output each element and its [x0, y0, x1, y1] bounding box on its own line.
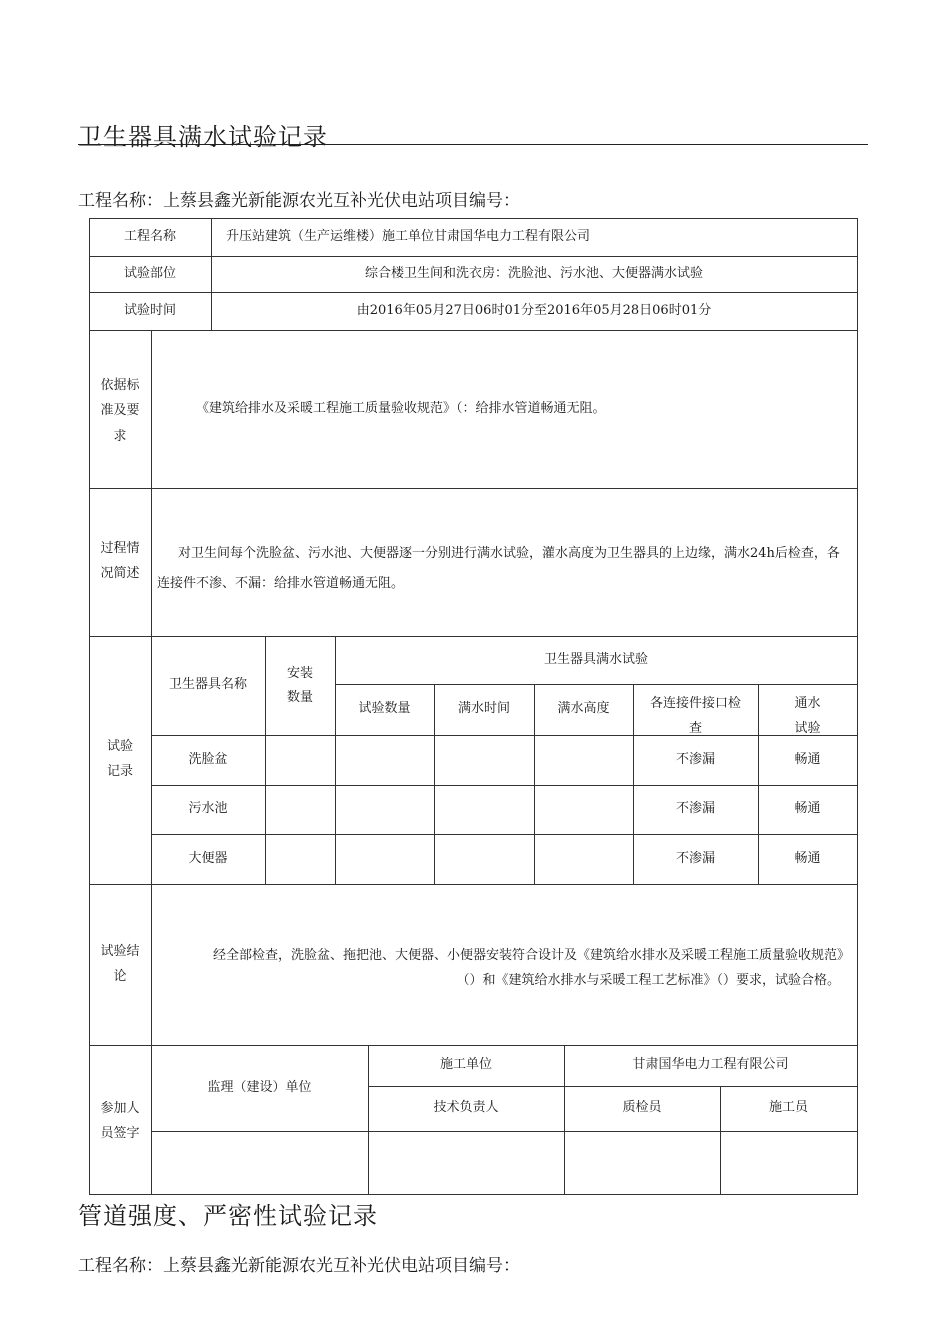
label-basis [89, 330, 151, 488]
header-test-qty: 试验数量 [358, 701, 411, 717]
label-record-line1: 试验 [106, 739, 133, 755]
table-row-pass: 畅通 [794, 751, 821, 767]
table-row-check: 不渗漏 [675, 801, 715, 817]
conclusion-line1: 经全部检查，洗脸盆、拖把池、大便器、小便器安装符合设计及《建筑给水排水及采暖工程施工质量验收规范》 [212, 948, 850, 963]
header-install-qty-line2: 数量 [286, 689, 313, 705]
label-basis-line1: 依据标 [100, 377, 140, 393]
project-name-line-2: 工程名称：上蔡县鑫光新能源农光互补光伏电站项目编号： [78, 1256, 520, 1276]
header-joint-check-line2: 查 [688, 720, 702, 736]
header-joint-check-line1: 各连接件接口检 [649, 696, 741, 711]
value-construction-company: 甘肃国华电力工程有限公司 [632, 1057, 789, 1073]
header-water-test-line2: 试验 [794, 720, 821, 736]
project-name-line: 工程名称：上蔡县鑫光新能源农光互补光伏电站项目编号： [78, 191, 520, 211]
label-basis-line2: 准及要 [100, 403, 140, 419]
page-title: 卫生器具满水试验记录 [78, 123, 328, 151]
label-test-time: 试验时间 [123, 302, 176, 318]
header-install-qty-line1: 安装 [286, 666, 313, 682]
label-test-location: 试验部位 [123, 265, 176, 281]
table-row-pass: 畅通 [794, 850, 821, 866]
table-row-name: 洗脸盆 [188, 751, 228, 767]
label-process-line2: 况简述 [100, 566, 140, 581]
label-participants [89, 1045, 151, 1194]
section-title-pipe-test: 管道强度、严密性试验记录 [78, 1202, 378, 1230]
label-conclusion [89, 884, 151, 1045]
table-row-name: 污水池 [188, 801, 228, 817]
header-worker: 施工员 [768, 1100, 808, 1116]
header-inspector: 质检员 [622, 1100, 662, 1116]
table-row-name: 大便器 [188, 850, 228, 866]
value-project-name: 升压站建筑（生产运维楼）施工单位甘肃国华电力工程有限公司 [226, 228, 591, 244]
label-process-line1: 过程情 [100, 541, 140, 557]
header-fill-height: 满水高度 [557, 701, 610, 717]
label-record [89, 636, 151, 884]
header-supervisor: 监理（建设）单位 [207, 1079, 312, 1095]
conclusion-line2: （）和《建筑给水排水与采暖工程工艺标准》（）要求，试验合格。 [456, 973, 840, 988]
header-install-qty [265, 636, 335, 735]
label-participants-line2: 员签字 [100, 1125, 140, 1141]
basis-text: 《建筑给排水及采暖工程施工质量验收规范》（：给排水管道畅通无阻。 [196, 400, 606, 416]
header-fixture-name: 卫生器具名称 [168, 677, 247, 693]
value-test-time: 由2016年05月27日06时01分至2016年05月28日06时01分 [356, 302, 712, 318]
header-fill-time: 满水时间 [457, 701, 510, 717]
header-fill-test-group: 卫生器具满水试验 [543, 651, 648, 667]
header-water-test-line1: 通水 [794, 696, 821, 711]
table-row-pass: 畅通 [794, 801, 821, 817]
label-conclusion-line1: 试验结 [100, 944, 140, 959]
label-basis-line3: 求 [113, 428, 127, 444]
table-row-check: 不渗漏 [675, 751, 715, 767]
label-record-line2: 记录 [106, 764, 133, 779]
table-row-check: 不渗漏 [675, 850, 715, 866]
label-participants-line1: 参加人 [100, 1101, 140, 1116]
title-underline [78, 144, 868, 145]
header-construction-unit: 施工单位 [439, 1057, 492, 1073]
header-tech-lead: 技术负责人 [433, 1100, 499, 1116]
label-conclusion-line2: 论 [113, 968, 127, 984]
label-project-name: 工程名称 [123, 228, 176, 244]
label-process [89, 488, 151, 636]
value-test-location: 综合楼卫生间和洗衣房：洗脸池、污水池、大便器满水试验 [364, 265, 703, 281]
process-text: 对卫生间每个洗脸盆、污水池、大便器逐一分别进行满水试验，灌水高度为卫生器具的上边缘，满水24h后检查，各连接件不渗、不漏：给排水管道畅通无阻。 [157, 546, 840, 591]
